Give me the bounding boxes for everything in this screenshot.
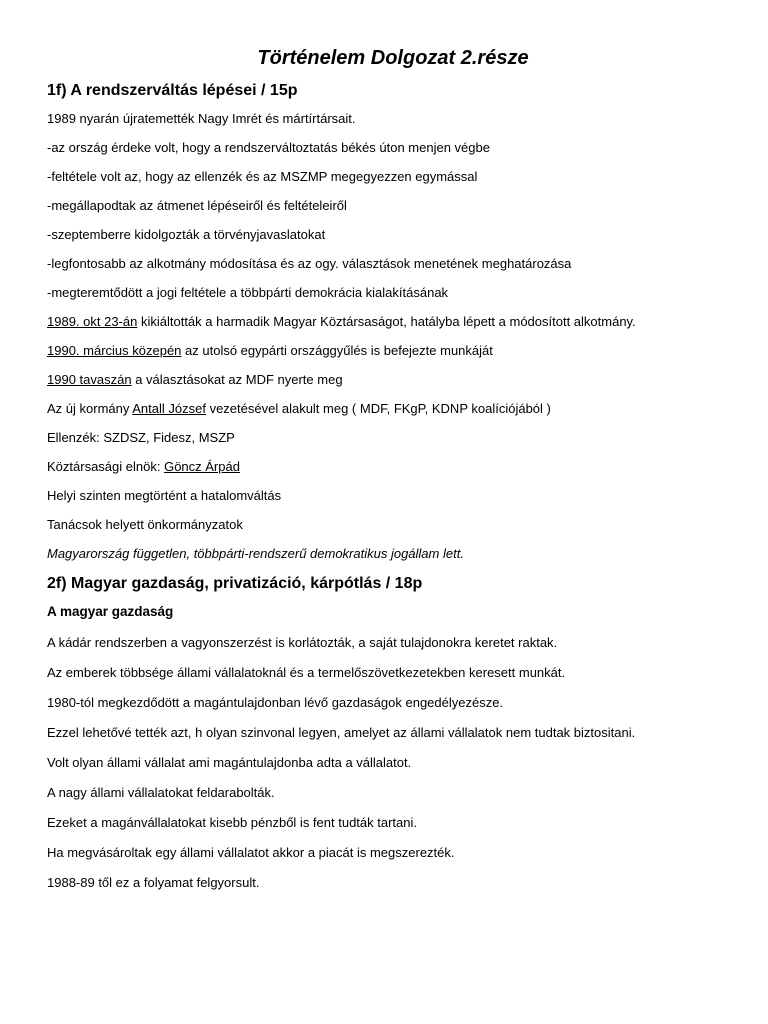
section2-heading: 2f) Magyar gazdaság, privatizáció, kárpótlás / 18p <box>47 575 423 592</box>
text-line: A nagy állami vállalatokat feldarabolták. <box>47 785 275 800</box>
text-span: a választásokat az MDF nyerte meg <box>131 372 343 387</box>
text-line: Tanácsok helyett önkormányzatok <box>47 517 243 532</box>
section2-subheading: A magyar gazdaság <box>47 604 174 619</box>
text-span: Köztársasági elnök: <box>47 459 165 474</box>
text-line <box>47 458 737 476</box>
text-line: -feltétele volt az, hogy az ellenzék és az MSZMP megegyezzen egymással <box>47 169 478 184</box>
text-line: Ellenzék: SZDSZ, Fidesz, MSZP <box>47 430 235 445</box>
text-line: 1988-89 től ez a folyamat felgyorsult. <box>47 875 260 890</box>
text-line: -az ország érdeke volt, hogy a rendszerváltoztatás békés úton menjen végbe <box>47 140 490 155</box>
text-line: Magyarország független, többpárti-rendszerű demokratikus jogállam lett. <box>47 546 464 561</box>
text-line <box>47 342 737 360</box>
text-line <box>47 400 737 418</box>
section1-body <box>47 110 737 563</box>
text-line: A kádár rendszerben a vagyonszerzést is korlátozták, a saját tulajdonokra keretet raktak. <box>47 635 558 650</box>
text-line: 1980-tól megkezdődött a magántulajdonban lévő gazdaságok engedélyezésze. <box>47 695 504 710</box>
text-line: Volt olyan állami vállalat ami magántulajdonba adta a vállalatot. <box>47 755 412 770</box>
text-span: Az új kormány <box>47 401 133 416</box>
section2-body <box>47 634 737 892</box>
document-page <box>47 44 737 892</box>
section1-heading: 1f) A rendszerváltás lépései / 15p <box>47 82 298 99</box>
text-line: -szeptemberre kidolgozták a törvényjavaslatokat <box>47 227 326 242</box>
text-line: Az emberek többsége állami vállalatoknál és a termelőszövetkezetekben keresett munkát. <box>47 665 566 680</box>
document-title: Történelem Dolgozat 2.része <box>257 47 529 69</box>
text-line <box>47 313 737 331</box>
text-line: Ezeket a magánvállalatokat kisebb pénzből is fent tudták tartani. <box>47 815 417 830</box>
date-highlight: 1989. okt 23-án <box>47 314 138 329</box>
text-line: -legfontosabb az alkotmány módosítása és az ogy. választások menetének meghatározása <box>47 256 572 271</box>
text-line: -megállapodtak az átmenet lépéseiről és feltételeiről <box>47 198 347 213</box>
text-line: Ha megvásároltak egy állami vállalatot akkor a piacát is megszerezték. <box>47 845 455 860</box>
text-span: az utolsó egypárti országgyűlés is befejezte munkáját <box>181 343 493 358</box>
date-highlight: 1990 tavaszán <box>47 372 132 387</box>
text-span: vezetésével alakult meg ( MDF, FKgP, KDNP koalíciójából ) <box>205 401 551 416</box>
date-highlight: 1990. március közepén <box>47 343 182 358</box>
text-line <box>47 371 737 389</box>
name-highlight: Göncz Árpád <box>164 459 240 474</box>
text-line: Helyi szinten megtörtént a hatalomváltás <box>47 488 282 503</box>
text-line: Ezzel lehetővé tették azt, h olyan szinvonal legyen, amelyet az állami vállalatok nem tudtak biztositani. <box>47 725 636 740</box>
text-span: kikiáltották a harmadik Magyar Köztársaságot, hatályba lépett a módosított alkotmány. <box>137 314 636 329</box>
name-highlight: Antall József <box>132 401 206 416</box>
text-line: 1989 nyarán újratemették Nagy Imrét és mártírtársait. <box>47 111 356 126</box>
text-line: -megteremtődött a jogi feltétele a többpárti demokrácia kialakításának <box>47 285 449 300</box>
